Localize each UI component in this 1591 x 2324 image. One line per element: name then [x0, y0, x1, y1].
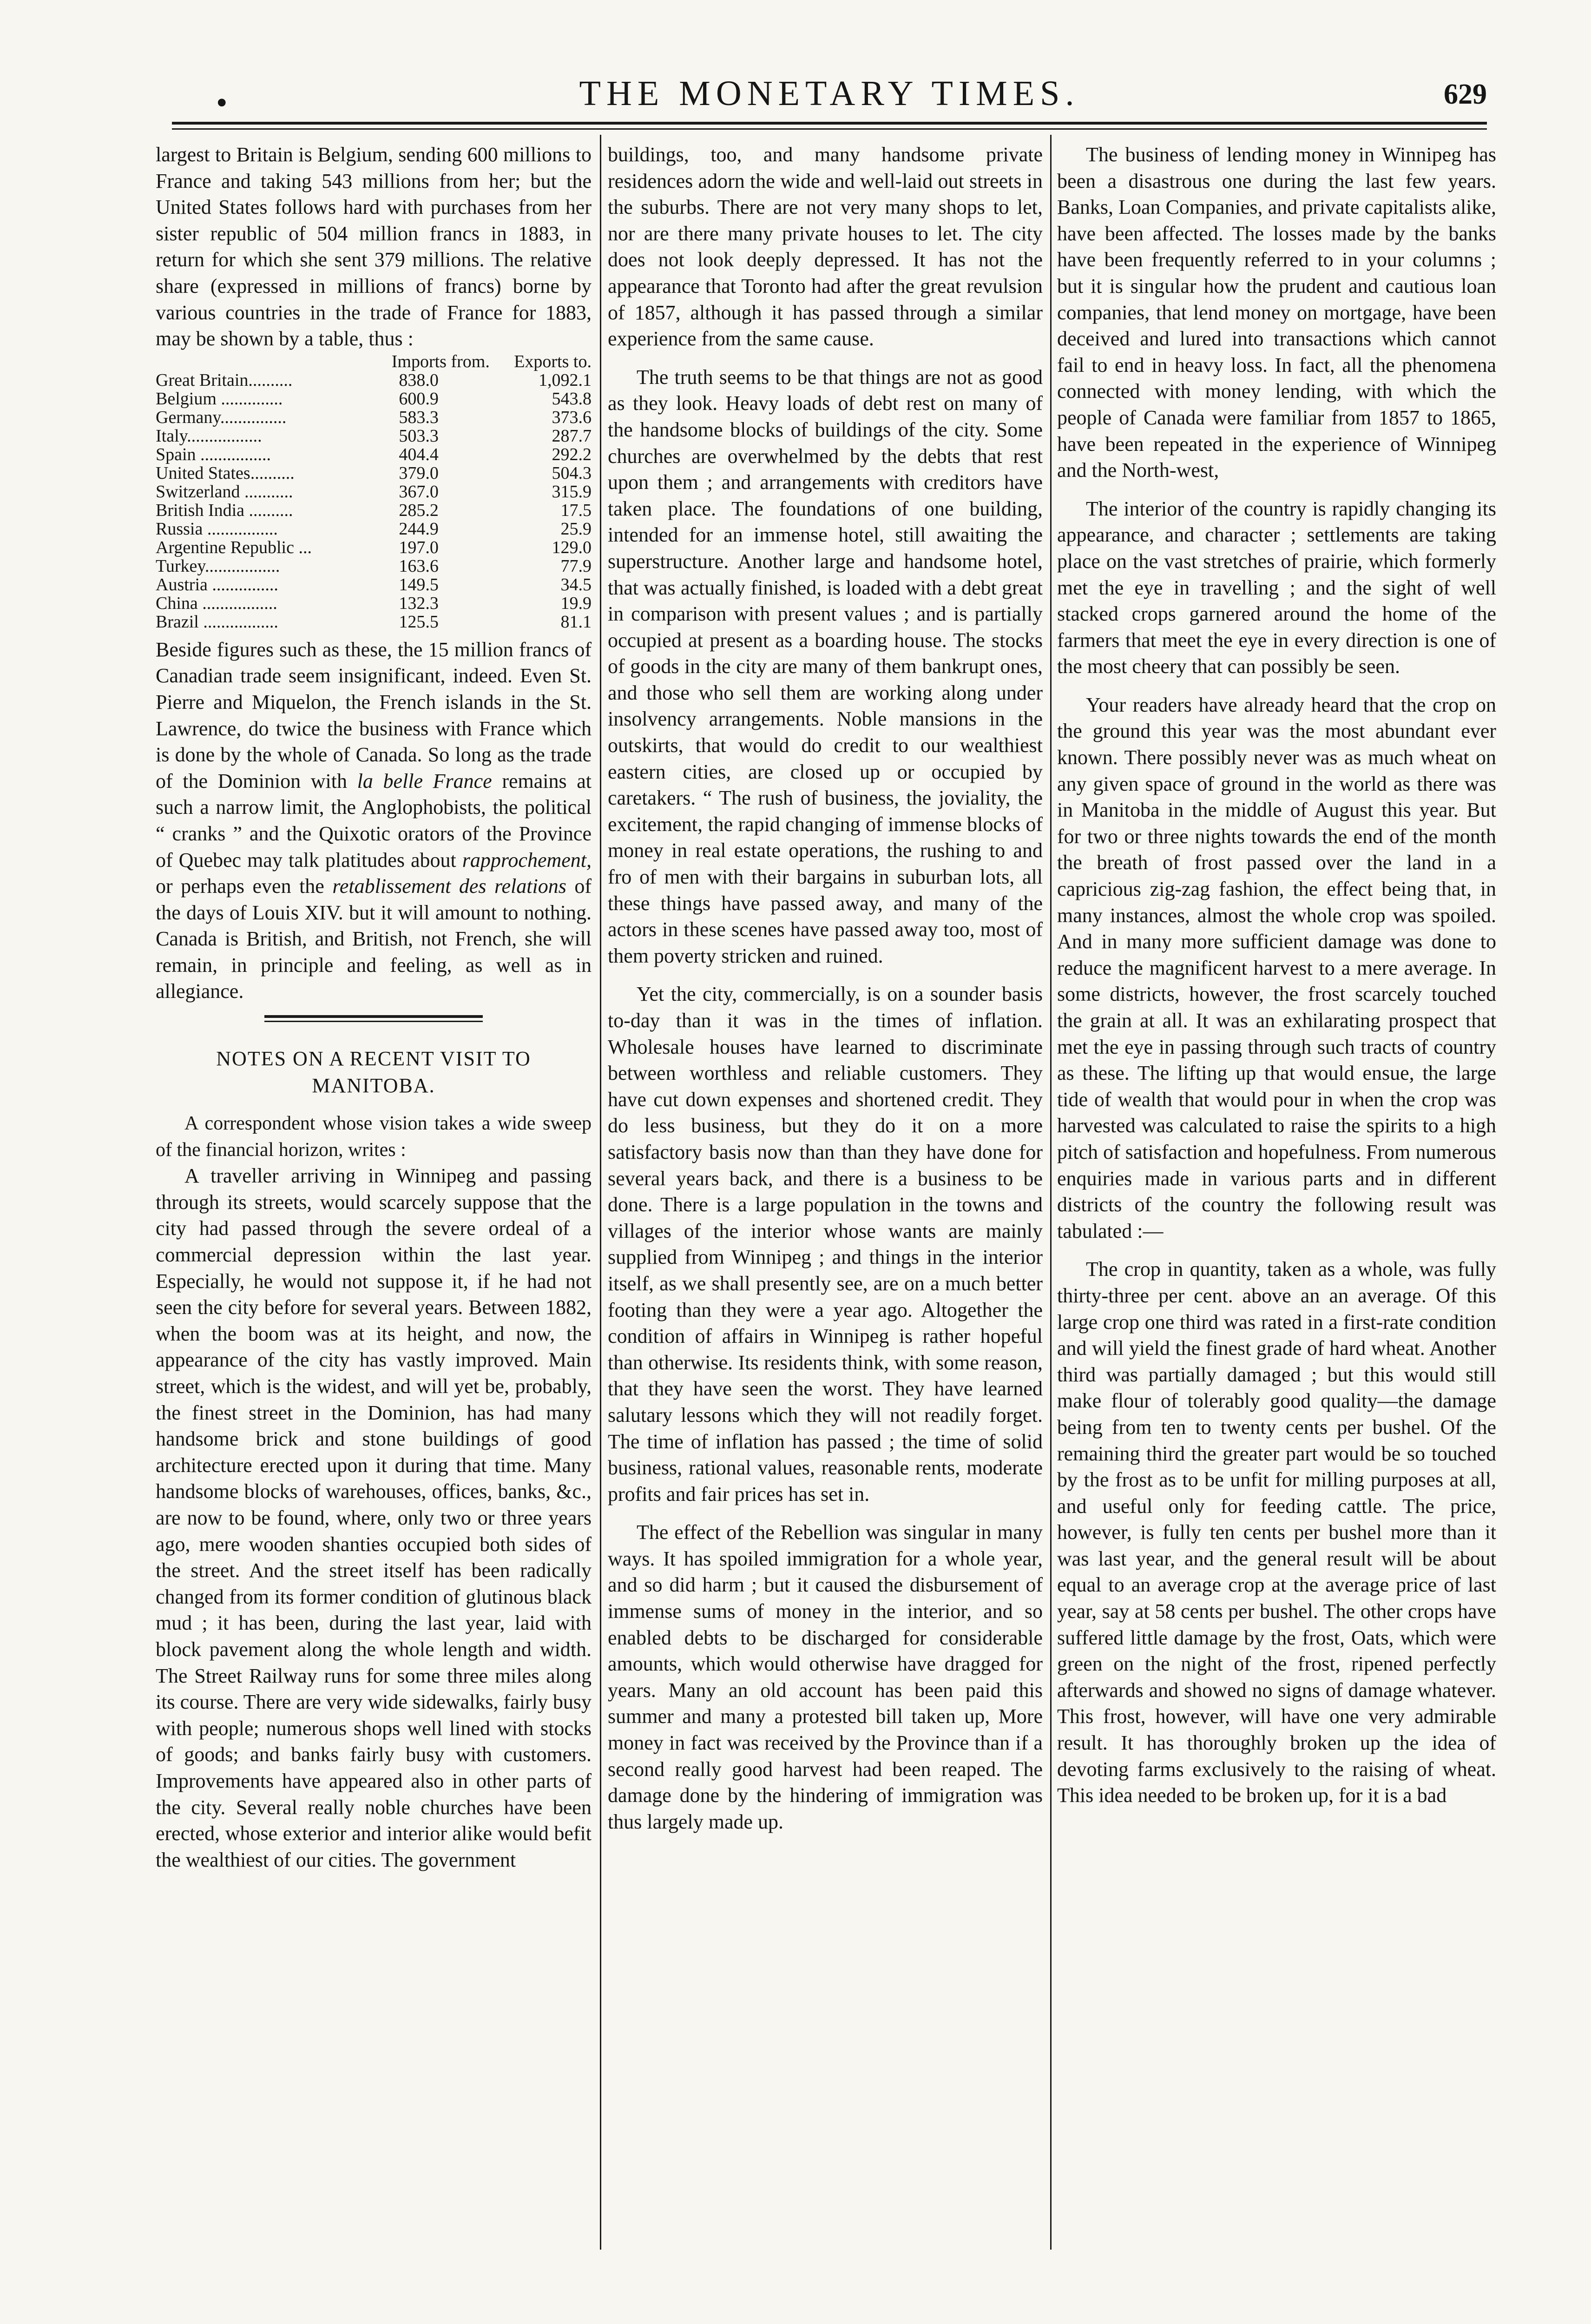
trade-table-row — [156, 501, 592, 520]
trade-country-cell: British India .......... — [156, 500, 293, 520]
france-trade-table — [156, 352, 592, 631]
trade-imports-cell: 838.0 — [399, 370, 439, 390]
col2-paragraph-1: buildings, too, and many handsome private residences adorn the wide and well-laid out streets in the suburbs. There are not very many shops to let, nor are there many private houses to let. The city does not look deeply depressed. It has not the appearance that Toronto had after the great revulsion of 1857, although it has passed through a similar experience from the same cause. — [608, 143, 1043, 350]
trade-country-cell: United States.......... — [156, 463, 295, 483]
trade-table-row — [156, 390, 592, 408]
trade-exports-cell: 17.5 — [560, 500, 592, 520]
trade-table-row — [156, 482, 592, 501]
trade-imports-cell: 163.6 — [399, 556, 439, 576]
section-divider — [264, 1015, 483, 1022]
trade-imports-cell: 600.9 — [399, 389, 439, 409]
trade-imports-cell: 379.0 — [399, 463, 439, 483]
trade-exports-cell: 287.7 — [552, 426, 592, 446]
trade-exports-cell: 34.5 — [560, 574, 592, 594]
col3-paragraph-2: The interior of the country is rapidly changing its appearance, and character ; settlements are taking place on the vast stretches of prairie, which formerly met the eye in travelling ; and the sight of well stacked crops garnered around the home of the farmers that meet the eye in every direction is one of the most cheery that can possibly be seen. — [1057, 497, 1496, 678]
trade-country-cell: Argentine Republic ... — [156, 537, 312, 557]
trade-table-row — [156, 613, 592, 631]
trade-table-row — [156, 594, 592, 613]
trade-table-row — [156, 557, 592, 575]
trade-imports-cell: 503.3 — [399, 426, 439, 446]
column-divider-2 — [1050, 135, 1052, 2250]
italic-phrase: rapprochement, — [462, 848, 592, 872]
column-2 — [608, 142, 1043, 1835]
trade-imports-cell: 197.0 — [399, 537, 439, 557]
trade-exports-cell: 315.9 — [552, 482, 592, 502]
trade-table-row — [156, 538, 592, 557]
col1-paragraph-3: A traveller arriving in Winnipeg and passing through its streets, would scarcely suppose that the city had passed through the severe ordeal of a commercial depression within the last year. Especially, he would not suppose it, if he had not seen the city before for several years. Between 1882, when the boom was at its height, and now, the appearance of the city has vastly improved. Main street, which is the widest, and will yet be, probably, the finest street in the Dominion, has had many handsome brick and stone buildings of good architecture erected upon it during that time. Many handsome blocks of warehouses, offices, banks, &c., are now to be found, where, only two or three years ago, mere wooden shanties occupied both sides of the street. And the street itself has been radically changed from its former condition of glutinous black mud ; it has been, during the last year, laid with block pavement along the whole length and width. The Street Railway runs for some three miles along its course. There are very wide sidewalks, fairly busy with people; numerous shops well lined with stocks of goods; and banks fairly busy with customers. Improvements have appeared also in other parts of the city. Several really noble churches have been erected, whose exterior and interior alike would befit the wealthiest of our cities. The government — [156, 1164, 592, 1871]
trade-table-row — [156, 371, 592, 390]
trade-table-header — [156, 352, 592, 371]
col3-paragraph-1: The business of lending money in Winnipeg has been a disastrous one during the last few years. Banks, Loan Companies, and private capitalists alike, have been affected. The losses made by the banks have been frequently referred to in your columns ; but it is singular how the prudent and cautious loan companies, that lend money on mortgage, have been deceived and lured into transactions which cannot fail to end in heavy loss. In fact, all the phenomena connected with money lending, with which the people of Canada were familiar from 1857 to 1865, have been repeated in the experience of Winnipeg and the North-west, — [1057, 143, 1496, 482]
trade-country-cell: Russia ................ — [156, 519, 278, 539]
col1-intro: A correspondent whose vision takes a wide sweep of the financial horizon, writes : — [156, 1113, 592, 1161]
exports-column-header: Exports to. — [514, 351, 592, 371]
trade-exports-cell: 504.3 — [552, 463, 592, 483]
col3-paragraph-4: The crop in quantity, taken as a whole, was fully thirty-three per cent. above an an average. Of this large crop one third was rated in a first-rate condition and will yield the finest grade of hard wheat. Another third was partially damaged ; but this would still make flour of tolerably good quality—the damage being from ten to twenty cents per bushel. Of the remaining third the greater part would be so touched by the frost as to be unfit for milling purposes at all, and useful only for feeding cattle. The price, however, is fully ten cents per bushel more than it was last year, and the general result will be about equal to an average crop at the average price of last year, say at 58 cents per bushel. The other crops have suffered little damage by the frost, Oats, which were green on the night of the frost, ripened perfectly afterwards and showed no signs of damage whatever. This frost, however, will have one very admirable result. It has thoroughly broken up the idea of devoting farms exclusively to the raising of wheat. This idea needed to be broken up, for it is a bad — [1057, 1258, 1496, 1807]
trade-exports-cell: 77.9 — [560, 556, 592, 576]
trade-table-row — [156, 575, 592, 594]
column-divider-1 — [600, 135, 601, 2250]
trade-table-row — [156, 464, 592, 482]
trade-country-cell: Germany............... — [156, 407, 287, 427]
trade-exports-cell: 25.9 — [560, 519, 592, 539]
italic-phrase: retablissement des relations — [332, 875, 566, 898]
trade-country-cell: China ................. — [156, 593, 277, 613]
trade-country-cell: Belgium .............. — [156, 389, 283, 409]
header-rule-thick — [172, 122, 1487, 125]
trade-imports-cell: 244.9 — [399, 519, 439, 539]
page-number: 629 — [1444, 79, 1487, 110]
trade-imports-cell: 583.3 — [399, 407, 439, 427]
trade-imports-cell: 404.4 — [399, 444, 439, 464]
trade-imports-cell: 132.3 — [399, 593, 439, 613]
col2-paragraph-4: The effect of the Rebellion was singular in many ways. It has spoiled immigration for a whole year, and so did harm ; but it caused the disbursement of immense sums of money in the interior, and so enabled debts to be discharged for considerable amounts, which would otherwise have dragged for years. Many an old account has been paid this summer and many a protested bill taken up, More money in fact was received by the Province than if a second really good harvest had been reaped. The damage done by the hindering of immigration was thus largely made up. — [608, 1521, 1043, 1833]
trade-table-row — [156, 445, 592, 464]
trade-exports-cell: 1,092.1 — [539, 370, 592, 390]
trade-exports-cell: 373.6 — [552, 407, 592, 427]
col1-paragraph-1: largest to Britain is Belgium, sending 600 millions to France and taking 543 millions from her; but the United States follows hard with purchases from her sister republic of 504 million francs in 1883, in return for which she sent 379 millions. The relative share (expressed in millions of francs) borne by various countries in the trade of France for 1883, may be shown by a table, thus : — [156, 143, 592, 350]
trade-exports-cell: 81.1 — [560, 612, 592, 632]
trade-country-cell: Great Britain.......... — [156, 370, 293, 390]
trade-table-row — [156, 427, 592, 445]
italic-phrase: la belle France — [357, 769, 492, 792]
trade-exports-cell: 543.8 — [552, 389, 592, 409]
trade-country-cell: Austria ............... — [156, 574, 278, 594]
trade-exports-cell: 129.0 — [552, 537, 592, 557]
col2-paragraph-3: Yet the city, commercially, is on a sounder basis to-day than it was in the times of inflation. Wholesale houses have learned to discriminate between worthless and reliable customers. They have cut down expenses and shortened credit. They do less business, but they do it on a more satisfactory basis now than than they have done for several years back, and there is a business to be done. There is a large population in the towns and villages of the interior whose wants are mainly supplied from Winnipeg ; and things in the interior itself, as we shall presently see, are on a much better footing than they were a year ago. Altogether the condition of affairs in Winnipeg is rather hopeful than otherwise. Its residents think, with some reason, that they have seen the worst. They have learned salutary lessons which they will not readily forget. The time of inflation has passed ; the time of solid business, rational values, reasonable rents, moderate profits and fair prices has set in. — [608, 983, 1043, 1505]
trade-table-row — [156, 408, 592, 427]
masthead-dot: • — [216, 85, 228, 121]
column-1 — [156, 142, 592, 1873]
trade-table-row — [156, 520, 592, 538]
section-heading: NOTES ON A RECENT VISIT TO MANITOBA. — [216, 1047, 531, 1097]
trade-imports-cell: 367.0 — [399, 482, 439, 502]
imports-column-header: Imports from. — [391, 351, 490, 371]
publication-title: THE MONETARY TIMES. — [579, 74, 1080, 113]
trade-imports-cell: 125.5 — [399, 612, 439, 632]
trade-exports-cell: 292.2 — [552, 444, 592, 464]
trade-country-cell: Turkey................. — [156, 556, 280, 576]
trade-country-cell: Italy................. — [156, 426, 262, 446]
col1-paragraph-2: Beside figures such as these, the 15 million francs of Canadian trade seem insignificant, indeed. Even St. Pierre and Miquelon, the French islands in the St. Lawrence, do twice the business with France which is done by the whole of Canada. So long as the trade of the Dominion with la belle France remains at such a narrow limit, the Anglophobists, the political “ cranks ” and the Quixotic orators of the Province of Quebec may talk platitudes about rapprochement, or perhaps even the retablissement des relations of the days of Louis XIV. but it will amount to nothing. Canada is British, and British, not French, she will remain, in principle and feeling, as well as in allegiance. — [156, 638, 592, 1003]
trade-country-cell: Brazil ................. — [156, 612, 278, 632]
col3-paragraph-3: Your readers have already heard that the crop on the ground this year was the most abundant ever known. There possibly never was as much wheat on any given space of ground in the world as there was in Manitoba in the middle of August this year. But for two or three nights towards the end of the month the breath of frost passed over the land in a capricious zig-zag fashion, the effect being that, in many instances, almost the whole crop was spoiled. And in many more sufficient damage was done to reduce the magnificent harvest to a mere average. In some districts, however, the frost scarcely touched the grain at all. It was an exhilarating prospect that met the eye in passing through such tracts of country as these. The lifting up that would ensue, the large tide of wealth that would pour in when the crop was harvested was calculated to raise the spirits to a high pitch of satisfaction and hopefulness. From numerous enquiries made in various parts and in different districts of the country the following result was tabulated :— — [1057, 693, 1496, 1242]
trade-exports-cell: 19.9 — [560, 593, 592, 613]
trade-imports-cell: 285.2 — [399, 500, 439, 520]
header-rule-thin — [172, 128, 1487, 130]
trade-country-cell: Spain ................ — [156, 444, 271, 464]
trade-imports-cell: 149.5 — [399, 574, 439, 594]
col2-paragraph-2: The truth seems to be that things are not as good as they look. Heavy loads of debt rest on many of the handsome blocks of buildings of the city. Some churches are overwhelmed by the debts that rest upon them ; and arrangements with creditors have taken place. The foundations of one building, intended for an immense hotel, still awaiting the superstructure. Another large and handsome hotel, that was actually finished, is loaded with a debt great in comparison with present values ; and is partially occupied at present as a boarding house. The stocks of goods in the city are many of them bankrupt ones, and those who sell them are working along under insolvency arrangements. Noble mansions in the outskirts, that would do credit to our wealthiest eastern cities, are closed up or occupied by caretakers. “ The rush of business, the joviality, the excitement, the rapid changing of immense blocks of money in real estate operations, the rushing to and fro of men with their bargains in suburban lots, all these things have passed away, and many of the actors in these scenes have passed away too, most of them poverty stricken and ruined. — [608, 365, 1043, 967]
trade-country-cell: Switzerland ........... — [156, 482, 293, 502]
masthead — [172, 70, 1487, 121]
column-3 — [1057, 142, 1496, 1809]
trade-table-body — [156, 371, 592, 631]
